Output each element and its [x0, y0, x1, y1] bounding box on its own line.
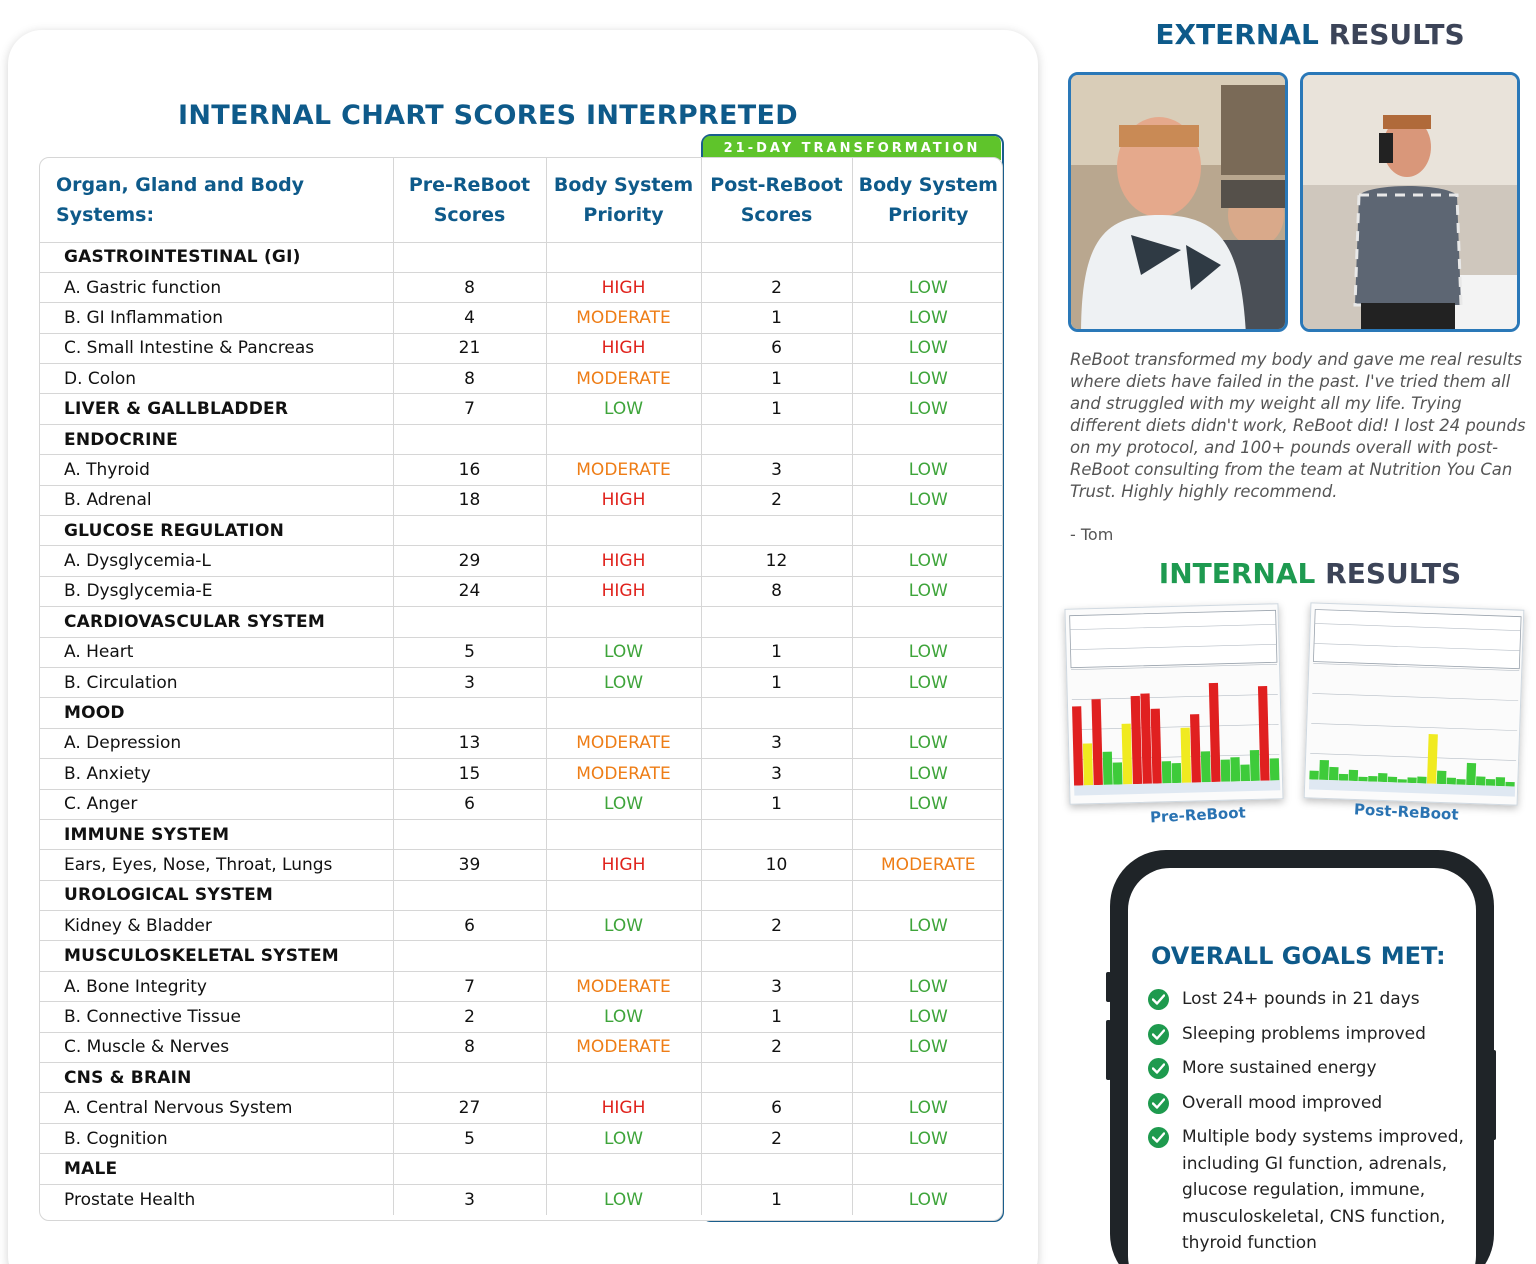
- pre-reboot-caption: Pre-ReBoot: [1149, 803, 1247, 827]
- thumbnail-bar: [1172, 763, 1182, 783]
- check-icon: [1148, 1127, 1169, 1148]
- section-row: [40, 698, 1003, 728]
- post-priority-cell: LOW: [852, 911, 1003, 941]
- table-row: [40, 911, 1003, 941]
- post-reboot-chart-thumbnail: [1304, 602, 1525, 805]
- section-row: [40, 880, 1003, 910]
- thumbnail-bar: [1258, 686, 1270, 781]
- thumbnail-bar: [1437, 771, 1447, 785]
- post-priority-cell: [852, 242, 1003, 272]
- table-row: [40, 455, 1003, 485]
- post-priority-cell: LOW: [852, 971, 1003, 1001]
- table-row: [40, 1184, 1003, 1214]
- pre-priority-cell: HIGH: [546, 576, 701, 606]
- post-priority-cell: [852, 1063, 1003, 1093]
- pre-score-cell: 21: [393, 333, 546, 363]
- post-priority-cell: [852, 1154, 1003, 1184]
- post-priority-cell: LOW: [852, 546, 1003, 576]
- post-priority-cell: LOW: [852, 637, 1003, 667]
- page-title: INTERNAL CHART SCORES INTERPRETED: [178, 100, 798, 131]
- section-row: [40, 1063, 1003, 1093]
- row-label: MALE: [40, 1154, 393, 1184]
- external-results-title: EXTERNAL RESULTS: [1155, 18, 1465, 51]
- goal-item: [1148, 1021, 1468, 1048]
- row-label: A. Central Nervous System: [40, 1093, 393, 1123]
- row-label: A. Heart: [40, 637, 393, 667]
- row-label: A. Gastric function: [40, 272, 393, 302]
- pre-score-cell: [393, 607, 546, 637]
- before-photo: [1068, 72, 1288, 332]
- table-row: [40, 667, 1003, 697]
- pre-score-cell: 8: [393, 1032, 546, 1062]
- row-label: IMMUNE SYSTEM: [40, 819, 393, 849]
- thumbnail-bar: [1181, 728, 1192, 783]
- goal-text: Multiple body systems improved, including GI function, adrenals, glucose regulation, immune, musculoskeletal, CNS function, thyroid function: [1182, 1127, 1464, 1253]
- goal-text: Lost 24+ pounds in 21 days: [1182, 989, 1420, 1009]
- pre-priority-cell: [546, 941, 701, 971]
- thumbnail-bar: [1447, 778, 1456, 785]
- row-label: C. Small Intestine & Pancreas: [40, 333, 393, 363]
- after-photo: [1300, 72, 1520, 332]
- pre-priority-cell: [546, 424, 701, 454]
- pre-score-cell: 3: [393, 667, 546, 697]
- thumbnail-bar: [1113, 762, 1123, 784]
- row-label: C. Muscle & Nerves: [40, 1032, 393, 1062]
- pre-priority-cell: LOW: [546, 911, 701, 941]
- post-score-cell: 2: [701, 485, 852, 515]
- section-row: [40, 1154, 1003, 1184]
- thumbnail-bar: [1417, 777, 1426, 784]
- pre-priority-cell: LOW: [546, 1002, 701, 1032]
- pre-priority-cell: LOW: [546, 1184, 701, 1214]
- pre-priority-cell: [546, 242, 701, 272]
- thumbnail-bar: [1319, 760, 1329, 780]
- table-row: [40, 364, 1003, 394]
- goal-item: [1148, 1124, 1468, 1257]
- transformation-tag: 21-DAY TRANSFORMATION: [703, 136, 1001, 160]
- table-row: [40, 1093, 1003, 1123]
- post-score-cell: 1: [701, 667, 852, 697]
- post-priority-cell: LOW: [852, 1093, 1003, 1123]
- scores-table-wrapper: [39, 157, 1003, 1221]
- post-score-cell: 2: [701, 272, 852, 302]
- pre-priority-cell: LOW: [546, 1123, 701, 1153]
- post-score-cell: 10: [701, 850, 852, 880]
- pre-priority-cell: [546, 1063, 701, 1093]
- pre-priority-cell: [546, 607, 701, 637]
- row-label: CNS & BRAIN: [40, 1063, 393, 1093]
- row-label: D. Colon: [40, 364, 393, 394]
- table-header-row: [40, 158, 1003, 242]
- post-priority-cell: [852, 424, 1003, 454]
- post-priority-cell: [852, 880, 1003, 910]
- post-score-cell: [701, 1154, 852, 1184]
- table-row: [40, 728, 1003, 758]
- table-row: [40, 485, 1003, 515]
- check-icon: [1148, 1093, 1169, 1114]
- post-reboot-caption: Post-ReBoot: [1353, 800, 1459, 824]
- header-organ: Organ, Gland and Body Systems:: [40, 158, 393, 242]
- pre-priority-cell: [546, 516, 701, 546]
- pre-score-cell: 2: [393, 1002, 546, 1032]
- post-score-cell: 1: [701, 1002, 852, 1032]
- post-score-cell: 3: [701, 728, 852, 758]
- pre-score-cell: [393, 941, 546, 971]
- check-icon: [1148, 1024, 1169, 1045]
- post-priority-cell: [852, 607, 1003, 637]
- post-priority-cell: LOW: [852, 759, 1003, 789]
- pre-priority-cell: MODERATE: [546, 364, 701, 394]
- row-label: B. Dysglycemia-E: [40, 576, 393, 606]
- post-priority-cell: LOW: [852, 272, 1003, 302]
- thumbnail-bar: [1151, 709, 1162, 784]
- row-label: B. Circulation: [40, 667, 393, 697]
- post-score-cell: 1: [701, 1184, 852, 1214]
- row-label: C. Anger: [40, 789, 393, 819]
- post-score-cell: 3: [701, 759, 852, 789]
- post-score-cell: 6: [701, 1093, 852, 1123]
- thumbnail-bar: [1388, 777, 1397, 783]
- pre-score-cell: 8: [393, 272, 546, 302]
- pre-score-cell: 39: [393, 850, 546, 880]
- header-post-priority: Body System Priority: [852, 158, 1003, 242]
- thumbnail-bar: [1339, 774, 1348, 781]
- thumbnail-bar: [1378, 773, 1388, 782]
- pre-score-cell: 29: [393, 546, 546, 576]
- post-score-cell: [701, 698, 852, 728]
- pre-score-cell: 4: [393, 303, 546, 333]
- post-score-cell: [701, 941, 852, 971]
- section-row: [40, 941, 1003, 971]
- row-label: B. Cognition: [40, 1123, 393, 1153]
- pre-score-cell: 7: [393, 971, 546, 1001]
- post-priority-cell: [852, 941, 1003, 971]
- post-priority-cell: LOW: [852, 789, 1003, 819]
- thumbnail-bar: [1240, 765, 1250, 782]
- pre-priority-cell: LOW: [546, 789, 701, 819]
- row-label: B. Adrenal: [40, 485, 393, 515]
- phone-mockup: [1110, 850, 1494, 1264]
- pre-priority-cell: LOW: [546, 637, 701, 667]
- scores-table: [40, 158, 1003, 1215]
- row-label: B. Connective Tissue: [40, 1002, 393, 1032]
- post-score-cell: 3: [701, 455, 852, 485]
- post-score-cell: 2: [701, 911, 852, 941]
- row-label: B. Anxiety: [40, 759, 393, 789]
- thumbnail-bar: [1072, 706, 1083, 785]
- header-pre-priority: Body System Priority: [546, 158, 701, 242]
- thumbnail-bar: [1131, 696, 1143, 784]
- table-row: [40, 1032, 1003, 1062]
- post-priority-cell: LOW: [852, 1002, 1003, 1032]
- pre-score-cell: 8: [393, 364, 546, 394]
- section-row: [40, 242, 1003, 272]
- goal-text: More sustained energy: [1182, 1058, 1377, 1078]
- thumbnail-bar: [1398, 779, 1407, 783]
- thumbnail-bar: [1309, 771, 1319, 780]
- pre-score-cell: [393, 1063, 546, 1093]
- pre-score-cell: 13: [393, 728, 546, 758]
- testimonial-author: - Tom: [1070, 525, 1114, 544]
- goals-list: [1148, 986, 1468, 1264]
- pre-priority-cell: MODERATE: [546, 759, 701, 789]
- table-row: [40, 1002, 1003, 1032]
- goal-item: [1148, 1090, 1468, 1117]
- thumbnail-bar: [1250, 750, 1260, 781]
- post-score-cell: 1: [701, 789, 852, 819]
- pre-priority-cell: MODERATE: [546, 971, 701, 1001]
- pre-priority-cell: [546, 880, 701, 910]
- row-label: A. Dysglycemia-L: [40, 546, 393, 576]
- table-row: [40, 576, 1003, 606]
- post-score-cell: 1: [701, 303, 852, 333]
- pre-priority-cell: MODERATE: [546, 1032, 701, 1062]
- header-post-scores: Post-ReBoot Scores: [701, 158, 852, 242]
- thumbnail-bar: [1496, 777, 1506, 786]
- thumbnail-bar: [1358, 777, 1367, 782]
- post-priority-cell: LOW: [852, 394, 1003, 424]
- check-icon: [1148, 1058, 1169, 1079]
- row-label: A. Bone Integrity: [40, 971, 393, 1001]
- row-label: GASTROINTESTINAL (GI): [40, 242, 393, 272]
- goal-text: Sleeping problems improved: [1182, 1023, 1426, 1044]
- pre-reboot-chart-thumbnail: [1064, 603, 1283, 805]
- row-label: LIVER & GALLBLADDER: [40, 394, 393, 424]
- pre-score-cell: [393, 819, 546, 849]
- row-label: CARDIOVASCULAR SYSTEM: [40, 607, 393, 637]
- testimonial-text: ReBoot transformed my body and gave me real results where diets have failed in the past. I've tried them all and struggled with my weight all my life. Trying different diets didn't work, ReBoot did! I lost 24 pounds on my protocol, and 100+ pounds overall with post-ReBoot consulting from the team at Nutrition You Can Trust. Highly highly recommend.: [1070, 350, 1526, 501]
- table-row: [40, 850, 1003, 880]
- thumbnail-bar: [1162, 761, 1172, 783]
- pre-score-cell: 6: [393, 789, 546, 819]
- pre-priority-cell: LOW: [546, 394, 701, 424]
- pre-score-cell: 3: [393, 1184, 546, 1214]
- table-row: [40, 637, 1003, 667]
- post-reboot-chart-graphic: [1305, 603, 1526, 806]
- pre-score-cell: [393, 880, 546, 910]
- thumbnail-bar: [1329, 767, 1339, 781]
- thumbnail-bar: [1122, 724, 1133, 785]
- post-priority-cell: LOW: [852, 303, 1003, 333]
- thumbnail-bar: [1349, 770, 1359, 781]
- row-label: UROLOGICAL SYSTEM: [40, 880, 393, 910]
- post-priority-cell: MODERATE: [852, 850, 1003, 880]
- post-priority-cell: LOW: [852, 364, 1003, 394]
- pre-score-cell: 5: [393, 637, 546, 667]
- thumbnail-bar: [1103, 752, 1113, 785]
- table-row: [40, 1123, 1003, 1153]
- post-score-cell: [701, 424, 852, 454]
- thumbnail-bar: [1091, 699, 1102, 785]
- pre-priority-cell: MODERATE: [546, 303, 701, 333]
- post-priority-cell: LOW: [852, 667, 1003, 697]
- pre-priority-cell: HIGH: [546, 272, 701, 302]
- section-row: [40, 607, 1003, 637]
- pre-reboot-chart-graphic: [1065, 604, 1284, 806]
- pre-score-cell: 24: [393, 576, 546, 606]
- goal-text: Overall mood improved: [1182, 1092, 1383, 1113]
- thumbnail-bar: [1407, 777, 1416, 783]
- pre-priority-cell: [546, 819, 701, 849]
- internal-results-title: INTERNAL RESULTS: [1158, 557, 1462, 590]
- phone-screen: [1128, 868, 1476, 1264]
- thumbnail-bar: [1221, 760, 1231, 782]
- row-label: A. Depression: [40, 728, 393, 758]
- thumbnail-bar: [1083, 743, 1093, 785]
- pre-priority-cell: MODERATE: [546, 728, 701, 758]
- post-score-cell: 1: [701, 364, 852, 394]
- section-row: [40, 424, 1003, 454]
- row-label: ENDOCRINE: [40, 424, 393, 454]
- header-pre-scores: Pre-ReBoot Scores: [393, 158, 546, 242]
- post-priority-cell: LOW: [852, 455, 1003, 485]
- table-row: [40, 272, 1003, 302]
- post-score-cell: 3: [701, 971, 852, 1001]
- pre-score-cell: 6: [393, 911, 546, 941]
- post-score-cell: 2: [701, 1123, 852, 1153]
- pre-priority-cell: MODERATE: [546, 455, 701, 485]
- thumbnail-bar: [1270, 758, 1280, 780]
- section-row: [40, 819, 1003, 849]
- post-priority-cell: LOW: [852, 728, 1003, 758]
- goal-item: [1148, 1055, 1468, 1082]
- pre-score-cell: 5: [393, 1123, 546, 1153]
- phone-volume-button: [1106, 972, 1111, 1002]
- table-row: [40, 971, 1003, 1001]
- post-score-cell: [701, 819, 852, 849]
- section-row: [40, 394, 1003, 424]
- row-label: MOOD: [40, 698, 393, 728]
- pre-score-cell: 7: [393, 394, 546, 424]
- pre-priority-cell: HIGH: [546, 546, 701, 576]
- post-score-cell: [701, 607, 852, 637]
- thumbnail-bar: [1140, 693, 1152, 783]
- thumbnail-bar: [1201, 751, 1211, 782]
- row-label: Ears, Eyes, Nose, Throat, Lungs: [40, 850, 393, 880]
- post-priority-cell: [852, 698, 1003, 728]
- thumbnail-bar: [1486, 779, 1495, 786]
- post-priority-cell: [852, 819, 1003, 849]
- thumbnail-bar: [1456, 779, 1465, 785]
- pre-score-cell: [393, 698, 546, 728]
- goal-item: [1148, 986, 1468, 1013]
- check-icon: [1148, 989, 1169, 1010]
- thumbnail-bar: [1368, 776, 1377, 782]
- post-priority-cell: LOW: [852, 1123, 1003, 1153]
- table-row: [40, 759, 1003, 789]
- post-score-cell: 8: [701, 576, 852, 606]
- pre-priority-cell: HIGH: [546, 485, 701, 515]
- post-priority-cell: LOW: [852, 485, 1003, 515]
- post-score-cell: [701, 242, 852, 272]
- thumbnail-bar: [1230, 757, 1240, 781]
- post-score-cell: 6: [701, 333, 852, 363]
- post-score-cell: [701, 880, 852, 910]
- table-row: [40, 789, 1003, 819]
- pre-score-cell: [393, 1154, 546, 1184]
- row-label: Kidney & Bladder: [40, 911, 393, 941]
- pre-priority-cell: [546, 1154, 701, 1184]
- post-score-cell: 12: [701, 546, 852, 576]
- row-label: B. GI Inflammation: [40, 303, 393, 333]
- table-row: [40, 546, 1003, 576]
- pre-score-cell: [393, 516, 546, 546]
- pre-priority-cell: HIGH: [546, 1093, 701, 1123]
- post-score-cell: 1: [701, 637, 852, 667]
- table-row: [40, 333, 1003, 363]
- phone-volume-button: [1106, 1020, 1111, 1080]
- thumbnail-bar: [1209, 683, 1221, 782]
- row-label: GLUCOSE REGULATION: [40, 516, 393, 546]
- pre-priority-cell: HIGH: [546, 850, 701, 880]
- thumbnail-bar: [1466, 763, 1476, 785]
- thumbnail-bar: [1190, 714, 1201, 782]
- pre-priority-cell: HIGH: [546, 333, 701, 363]
- post-priority-cell: LOW: [852, 576, 1003, 606]
- post-score-cell: 2: [701, 1032, 852, 1062]
- pre-score-cell: [393, 424, 546, 454]
- post-priority-cell: LOW: [852, 333, 1003, 363]
- pre-score-cell: 27: [393, 1093, 546, 1123]
- goals-title: OVERALL GOALS MET:: [1151, 942, 1446, 970]
- row-label: Prostate Health: [40, 1184, 393, 1214]
- pre-score-cell: [393, 242, 546, 272]
- pre-priority-cell: LOW: [546, 667, 701, 697]
- section-row: [40, 516, 1003, 546]
- post-priority-cell: [852, 516, 1003, 546]
- post-priority-cell: LOW: [908, 1189, 948, 1210]
- post-priority-cell: LOW: [852, 1032, 1003, 1062]
- table-row: [40, 303, 1003, 333]
- pre-score-cell: 15: [393, 759, 546, 789]
- pre-score-cell: 18: [393, 485, 546, 515]
- post-score-cell: [701, 516, 852, 546]
- post-score-cell: 1: [701, 394, 852, 424]
- phone-power-button: [1491, 1050, 1496, 1140]
- pre-priority-cell: [546, 698, 701, 728]
- thumbnail-bar: [1427, 734, 1438, 784]
- thumbnail-bar: [1476, 776, 1486, 785]
- thumbnail-bar: [1505, 782, 1514, 787]
- row-label: MUSCULOSKELETAL SYSTEM: [40, 941, 393, 971]
- pre-score-cell: 16: [393, 455, 546, 485]
- post-score-cell: [701, 1063, 852, 1093]
- row-label: A. Thyroid: [40, 455, 393, 485]
